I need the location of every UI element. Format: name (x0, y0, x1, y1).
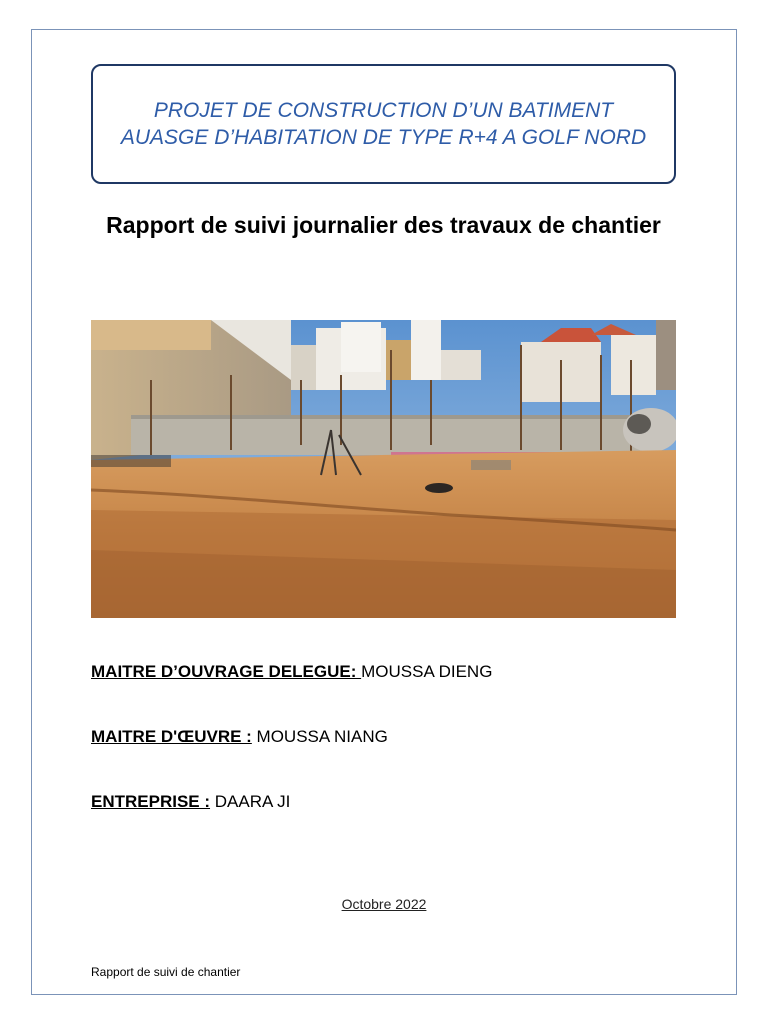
company-value: DAARA JI (210, 792, 291, 811)
project-title-box (91, 64, 676, 184)
owner-value: MOUSSA DIENG (361, 662, 493, 681)
report-title: Rapport de suivi journalier des travaux de chantier (106, 212, 661, 238)
report-date: Octobre 2022 (341, 896, 427, 912)
owner-label: MAITRE D’OUVRAGE DELEGUE: (91, 662, 362, 681)
project-title: PROJET DE CONSTRUCTION D’UN BATIMENT AUASGE D’HABITATION DE TYPE R+4 A GOLF NORD (120, 99, 647, 149)
architect-value: MOUSSA NIANG (251, 727, 388, 746)
architect-line (91, 726, 388, 748)
company-label: ENTREPRISE : (91, 792, 211, 811)
architect-label: MAITRE D'ŒUVRE : (91, 727, 252, 746)
construction-site-photo (91, 320, 676, 618)
owner-line (91, 661, 492, 683)
footer-note: Rapport de suivi de chantier (91, 965, 241, 979)
company-line (91, 791, 290, 813)
